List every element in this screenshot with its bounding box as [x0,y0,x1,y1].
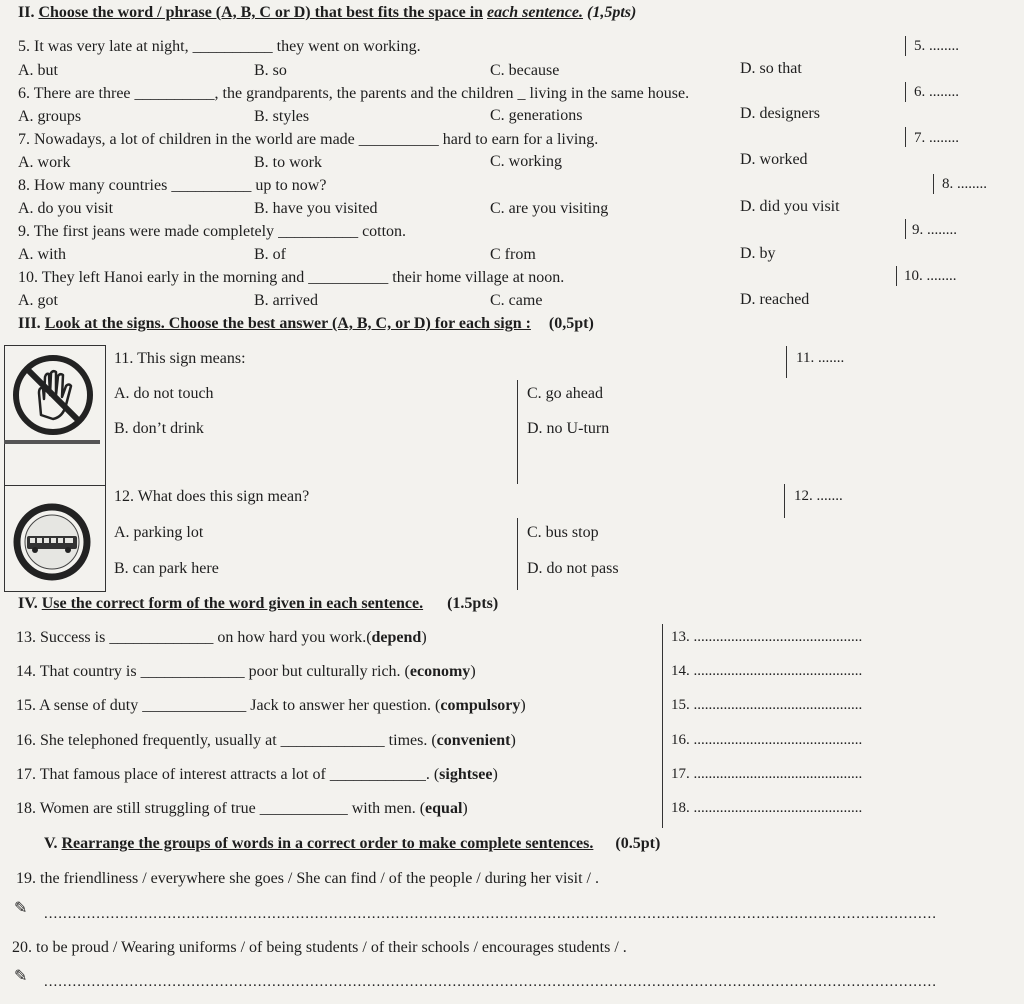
answer-slot-10[interactable]: 10. ........ [904,268,957,284]
answer-bar [933,174,934,194]
question-14: 14. That country is _____________ poor but culturally rich. (economy) [16,663,476,680]
q8-option-c[interactable]: C. are you visiting [490,200,609,217]
question-20: 20. to be proud / Wearing uniforms / of being students / of their schools / encourages students / . [12,939,627,956]
q6-option-d[interactable]: D. designers [740,105,820,122]
q7-option-b[interactable]: B. to work [254,154,322,171]
answer-bar [784,484,785,518]
answer-slot-13[interactable]: 13. ............................................. [671,629,863,645]
no-touch-sign-icon [11,353,95,437]
options-divider [517,518,518,590]
q11-option-a[interactable]: A. do not touch [114,385,214,402]
answer-column-divider [662,624,663,828]
question-9-stem: 9. The first jeans were made completely __________ cotton. [18,223,407,240]
q8-option-d[interactable]: D. did you visit [740,198,840,215]
q7-option-d[interactable]: D. worked [740,151,808,168]
answer-slot-9[interactable]: 9. ........ [912,222,957,238]
q10-option-c[interactable]: C. came [490,292,543,309]
answer-slot-5[interactable]: 5. ........ [914,38,959,54]
section2-heading [18,4,636,22]
q11-option-c[interactable]: C. go ahead [527,385,603,402]
answer-slot-17[interactable]: 17. ............................................. [671,766,863,782]
q9-option-a[interactable]: A. with [18,246,66,263]
answer-bar [905,82,906,102]
answer-slot-18[interactable]: 18. ............................................. [671,800,863,816]
q10-option-b[interactable]: B. arrived [254,292,318,309]
q11-option-b[interactable]: B. don’t drink [114,420,204,437]
question-11-stem: 11. This sign means: [114,350,246,367]
q9-option-c[interactable]: C from [490,246,536,263]
q6-option-c[interactable]: C. generations [490,107,583,124]
options-divider [517,380,518,484]
answer-slot-15[interactable]: 15. ............................................. [671,697,863,713]
answer-bar [896,266,897,286]
answer-slot-14[interactable]: 14. ............................................. [671,663,863,679]
answer-slot-11[interactable]: 11. ....... [796,350,845,366]
q7-option-a[interactable]: A. work [18,154,71,171]
answer-slot-6[interactable]: 6. ........ [914,84,959,100]
question-13: 13. Success is _____________ on how hard you work.(depend) [16,629,427,646]
section3-heading: III. Look at the signs. Choose the best answer (A, B, C, or D) for each sign : (0,5pt) [18,315,594,332]
q5-option-b[interactable]: B. so [254,62,287,79]
section2-title: Choose the word / phrase (A, B, C or D) that best fits the space in [38,4,484,21]
question-15: 15. A sense of duty _____________ Jack to answer her question. (compulsory) [16,697,526,714]
q8-option-b[interactable]: B. have you visited [254,200,378,217]
q12-option-d[interactable]: D. do not pass [527,560,619,577]
q5-option-a[interactable]: A. but [18,62,58,79]
pencil-icon: ✎ [14,900,28,917]
answer-slot-12[interactable]: 12. ....... [794,488,843,504]
q5-option-c[interactable]: C. because [490,62,560,79]
q12-option-c[interactable]: C. bus stop [527,524,599,541]
question-5-stem: 5. It was very late at night, __________ they went on working. [18,38,421,55]
q12-option-a[interactable]: A. parking lot [114,524,204,541]
no-passing-bus-sign-icon [13,503,91,581]
question-10-stem: 10. They left Hanoi early in the morning and __________ their home village at noon. [18,269,565,286]
answer-slot-7[interactable]: 7. ........ [914,130,959,146]
q9-option-b[interactable]: B. of [254,246,286,263]
answer-bar [786,346,787,378]
answer-bar [905,36,906,56]
section2-title-em: each sentence. [487,4,584,21]
q6-option-b[interactable]: B. styles [254,108,310,125]
question-12-stem: 12. What does this sign mean? [114,488,310,505]
section2-points: (1,5pts) [587,4,637,21]
question-6-stem: 6. There are three __________, the grandparents, the parents and the children _ living in the same house. [18,85,690,102]
answer-line-20[interactable]: ............................................................................................................................................................................................ [44,974,937,990]
question-19: 19. the friendliness / everywhere she goes / She can find / of the people / during her visit / . [16,870,599,887]
q8-option-a[interactable]: A. do you visit [18,200,114,217]
section4-heading: IV. Use the correct form of the word given in each sentence. (1.5pts) [18,595,499,612]
q7-option-c[interactable]: C. working [490,153,562,170]
question-16: 16. She telephoned frequently, usually at _____________ times. (convenient) [16,732,516,749]
section2-number: II. [18,4,35,21]
section5-heading: V. Rearrange the groups of words in a correct order to make complete sentences. (0.5pt) [44,835,661,852]
pencil-icon: ✎ [14,968,28,985]
answer-slot-8[interactable]: 8. ........ [942,176,987,192]
answer-bar [905,219,906,239]
answer-bar [905,127,906,147]
question-18: 18. Women are still struggling of true ___________ with men. (equal) [16,800,468,817]
q12-option-b[interactable]: B. can park here [114,560,219,577]
q11-option-d[interactable]: D. no U-turn [527,420,610,437]
q9-option-d[interactable]: D. by [740,245,776,262]
answer-line-19[interactable]: ............................................................................................................................................................................................ [44,906,937,922]
q10-option-a[interactable]: A. got [18,292,58,309]
q6-option-a[interactable]: A. groups [18,108,82,125]
q10-option-d[interactable]: D. reached [740,291,810,308]
divider [4,440,100,444]
question-17: 17. That famous place of interest attracts a lot of ____________. (sightsee) [16,766,498,783]
q5-option-d[interactable]: D. so that [740,60,802,77]
question-8-stem: 8. How many countries __________ up to now? [18,177,327,194]
question-7-stem: 7. Nowadays, a lot of children in the world are made __________ hard to earn for a living. [18,131,599,148]
answer-slot-16[interactable]: 16. ............................................. [671,732,863,748]
